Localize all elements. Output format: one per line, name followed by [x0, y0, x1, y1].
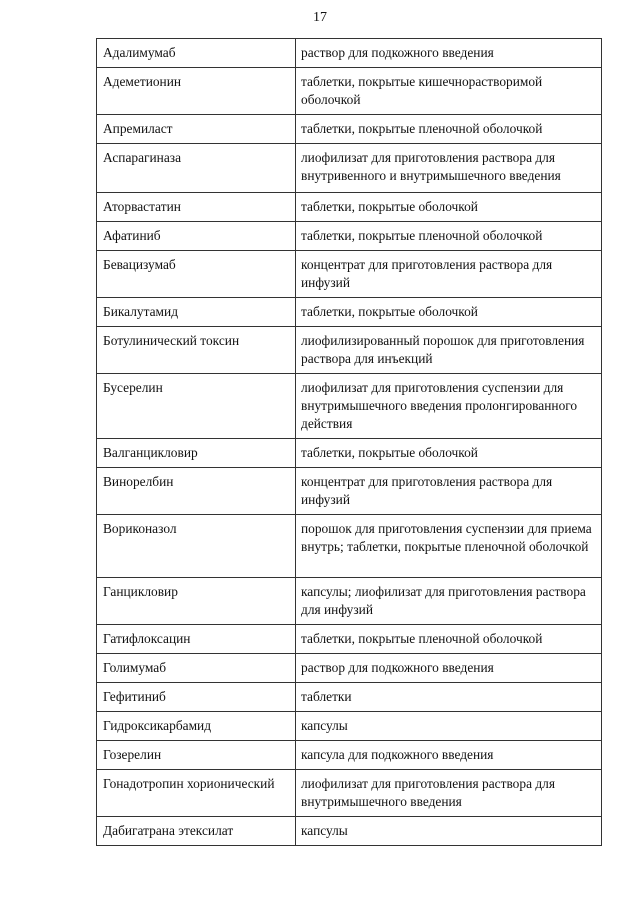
- dosage-form-cell: таблетки, покрытые оболочкой: [296, 193, 602, 222]
- dosage-form-cell: таблетки, покрытые оболочкой: [296, 298, 602, 327]
- drug-name-cell: Бикалутамид: [97, 298, 296, 327]
- drug-name-cell: Аторвастатин: [97, 193, 296, 222]
- table-row: [97, 327, 602, 374]
- drug-name-cell: Дабигатрана этексилат: [97, 817, 296, 846]
- dosage-form-cell: капсулы: [296, 817, 602, 846]
- drug-table: [96, 38, 602, 846]
- drug-name-cell: Вориконазол: [97, 515, 296, 578]
- drug-name-cell: Апремиласт: [97, 115, 296, 144]
- drug-name-cell: Гозерелин: [97, 741, 296, 770]
- table-row: [97, 817, 602, 846]
- table-row: [97, 578, 602, 625]
- table-row: [97, 251, 602, 298]
- dosage-form-cell: таблетки, покрытые пленочной оболочкой: [296, 625, 602, 654]
- drug-name-cell: Винорелбин: [97, 468, 296, 515]
- table-row: [97, 654, 602, 683]
- dosage-form-cell: лиофилизат для приготовления суспензии для внутримышечного введения пролонгированного действия: [296, 374, 602, 439]
- drug-name-cell: Аспарагиназа: [97, 144, 296, 193]
- page-number: 17: [313, 10, 327, 25]
- drug-name-cell: Гонадотропин хорионический: [97, 770, 296, 817]
- dosage-form-cell: таблетки, покрытые пленочной оболочкой: [296, 115, 602, 144]
- dosage-form-cell: капсула для подкожного введения: [296, 741, 602, 770]
- drug-name-cell: Адалимумаб: [97, 39, 296, 68]
- dosage-form-cell: капсулы; лиофилизат для приготовления раствора для инфузий: [296, 578, 602, 625]
- dosage-form-cell: раствор для подкожного введения: [296, 39, 602, 68]
- table-row: [97, 39, 602, 68]
- table-row: [97, 115, 602, 144]
- table-row: [97, 770, 602, 817]
- drug-name-cell: Гатифлоксацин: [97, 625, 296, 654]
- table-row: [97, 683, 602, 712]
- table-row: [97, 439, 602, 468]
- drug-name-cell: Ботулинический токсин: [97, 327, 296, 374]
- dosage-form-cell: таблетки, покрытые пленочной оболочкой: [296, 222, 602, 251]
- table-row: [97, 515, 602, 578]
- dosage-form-cell: лиофилизированный порошок для приготовления раствора для инъекций: [296, 327, 602, 374]
- drug-name-cell: Гидроксикарбамид: [97, 712, 296, 741]
- drug-name-cell: Бевацизумаб: [97, 251, 296, 298]
- dosage-form-cell: капсулы: [296, 712, 602, 741]
- table-row: [97, 741, 602, 770]
- dosage-form-cell: таблетки: [296, 683, 602, 712]
- drug-name-cell: Гефитиниб: [97, 683, 296, 712]
- dosage-form-cell: раствор для подкожного введения: [296, 654, 602, 683]
- dosage-form-cell: порошок для приготовления суспензии для приема внутрь; таблетки, покрытые пленочной оболочкой: [296, 515, 602, 578]
- drug-name-cell: Ганцикловир: [97, 578, 296, 625]
- dosage-form-cell: концентрат для приготовления раствора для инфузий: [296, 251, 602, 298]
- table-row: [97, 193, 602, 222]
- dosage-form-cell: концентрат для приготовления раствора для инфузий: [296, 468, 602, 515]
- table-row: [97, 298, 602, 327]
- drug-name-cell: Голимумаб: [97, 654, 296, 683]
- table-row: [97, 222, 602, 251]
- drug-name-cell: Бусерелин: [97, 374, 296, 439]
- dosage-form-cell: лиофилизат для приготовления раствора для внутримышечного введения: [296, 770, 602, 817]
- drug-name-cell: Валганцикловир: [97, 439, 296, 468]
- table-row: [97, 144, 602, 193]
- drug-name-cell: Адеметионин: [97, 68, 296, 115]
- drug-table-body: [97, 39, 602, 846]
- table-row: [97, 68, 602, 115]
- dosage-form-cell: лиофилизат для приготовления раствора для внутривенного и внутримышечного введения: [296, 144, 602, 193]
- table-row: [97, 625, 602, 654]
- dosage-form-cell: таблетки, покрытые кишечнорастворимой оболочкой: [296, 68, 602, 115]
- table-row: [97, 468, 602, 515]
- table-row: [97, 712, 602, 741]
- dosage-form-cell: таблетки, покрытые оболочкой: [296, 439, 602, 468]
- drug-name-cell: Афатиниб: [97, 222, 296, 251]
- table-row: [97, 374, 602, 439]
